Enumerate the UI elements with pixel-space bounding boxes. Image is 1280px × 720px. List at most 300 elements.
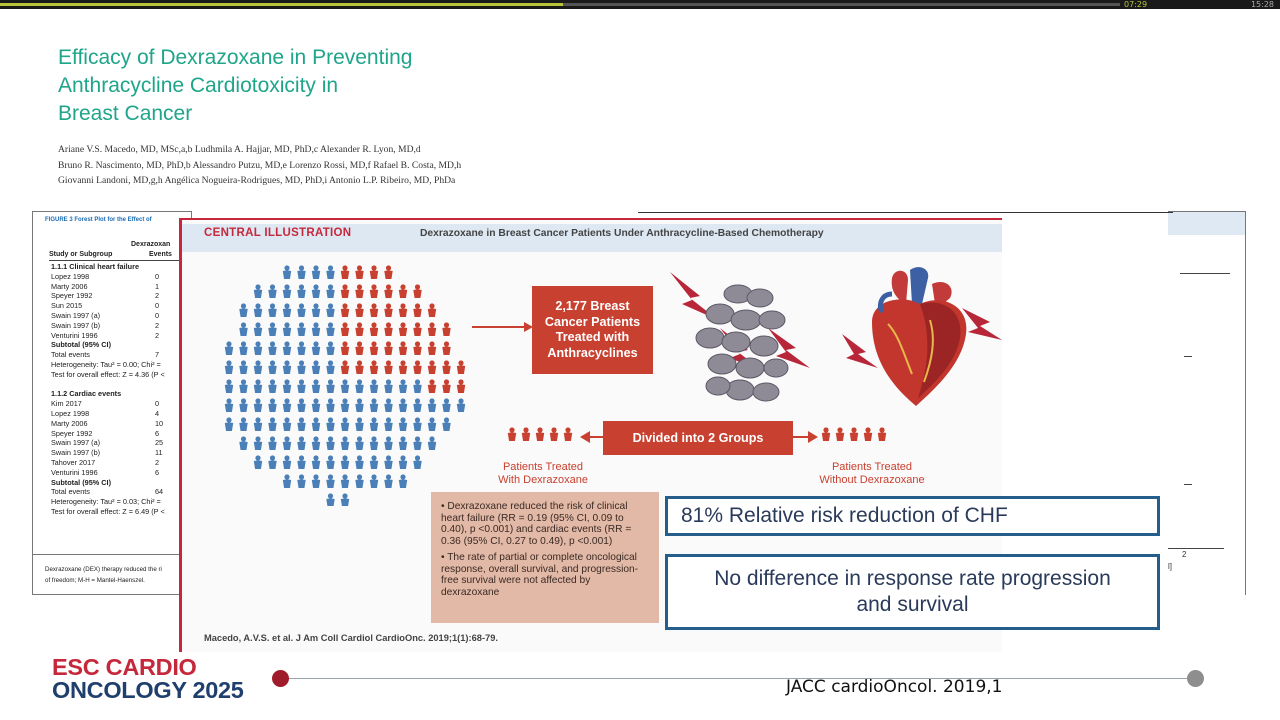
forest-row-study: 1.1.1 Clinical heart failure	[51, 262, 140, 271]
patients-box-line: Anthracyclines	[547, 345, 638, 360]
forest-row-study: Marty 2006	[51, 418, 88, 428]
person-icon	[268, 303, 276, 317]
col-study: Study or Subgroup	[49, 251, 113, 258]
person-icon	[399, 474, 407, 488]
forest-row	[51, 458, 192, 468]
person-icon	[355, 284, 363, 298]
person-icon	[283, 417, 291, 431]
person-icon	[536, 427, 544, 441]
person-icon	[312, 417, 320, 431]
person-icon	[341, 379, 349, 393]
timeline-end-dot	[1187, 670, 1204, 687]
paper-title	[58, 44, 412, 128]
people-icons	[508, 427, 572, 441]
person-icon	[326, 379, 334, 393]
patients-box	[532, 286, 653, 374]
progress-remaining	[563, 3, 1120, 6]
person-icon	[370, 474, 378, 488]
person-icon	[268, 284, 276, 298]
person-icon	[384, 417, 392, 431]
person-icon	[370, 303, 378, 317]
finding-item: • Dexrazoxane reduced the risk of clinical heart failure (RR = 0.19 (95% CI, 0.09 to 0.40), p <0.001) and cardiac events (RR = 0.36 (95% CI, 0.27 to 0.49), p <0.001)	[441, 501, 632, 547]
bracket-text: l]	[1168, 562, 1172, 571]
forest-row-study: Subtotal (95% CI)	[51, 477, 111, 487]
person-icon	[312, 265, 320, 279]
person-icon	[326, 417, 334, 431]
person-icon	[312, 360, 320, 374]
label-line: Without Dexrazoxane	[819, 473, 925, 486]
forest-row-study: Swain 1997 (b)	[51, 320, 101, 330]
person-icon	[399, 341, 407, 355]
forest-row-study: Tahover 2017	[51, 457, 96, 467]
forest-row-study: Kim 2017	[51, 399, 82, 409]
person-icon	[442, 360, 450, 374]
person-icon	[550, 427, 558, 441]
person-icon	[341, 265, 349, 279]
forest-row	[51, 448, 192, 458]
forest-row-study: Marty 2006	[51, 281, 88, 291]
central-illustration-subtitle: Dexrazoxane in Breast Cancer Patients Under Anthracycline-Based Chemotherapy	[420, 228, 824, 239]
forest-row	[51, 272, 192, 282]
person-icon	[341, 322, 349, 336]
slide-reference: JACC cardioOncol. 2019,1	[786, 677, 1003, 697]
person-icon	[326, 265, 334, 279]
no-difference-line: No difference in response rate progression	[714, 567, 1111, 590]
person-icon	[341, 398, 349, 412]
forest-row-study: Sun 2015	[51, 301, 83, 311]
forest-row	[51, 429, 192, 439]
person-icon	[457, 360, 465, 374]
person-icon	[239, 398, 247, 412]
forest-row	[51, 389, 192, 399]
person-icon	[297, 474, 305, 488]
person-icon	[564, 427, 572, 441]
elapsed-time: 07:29	[1124, 0, 1148, 9]
person-icon	[399, 417, 407, 431]
forest-row	[51, 301, 192, 311]
person-icon	[297, 417, 305, 431]
person-icon	[326, 303, 334, 317]
person-icon	[239, 379, 247, 393]
forest-row	[51, 478, 192, 488]
person-icon	[399, 360, 407, 374]
person-icon	[399, 303, 407, 317]
person-icon	[268, 398, 276, 412]
forest-row-events: 6	[155, 428, 160, 438]
forest-separator	[33, 554, 192, 555]
label-without-dexrazoxane	[772, 461, 972, 486]
label-line: With Dexrazoxane	[498, 473, 588, 486]
forest-row-study: 1.1.2 Cardiac events	[51, 389, 122, 399]
person-icon	[283, 379, 291, 393]
person-icon	[850, 427, 858, 441]
forest-row	[51, 331, 192, 341]
forest-row-events: 11	[155, 448, 163, 458]
person-icon	[254, 284, 262, 298]
people-icons	[822, 427, 886, 441]
person-icon	[428, 341, 436, 355]
person-icon	[341, 360, 349, 374]
person-icon	[413, 398, 421, 412]
patient-pie-graphic	[192, 256, 492, 506]
divided-groups-box: Divided into 2 Groups	[603, 421, 793, 455]
person-icon	[312, 322, 320, 336]
person-icon	[283, 284, 291, 298]
person-icon	[370, 341, 378, 355]
right-panel-rule	[1180, 273, 1230, 274]
group-without-people-icons	[818, 424, 898, 452]
findings-box	[431, 492, 659, 623]
forest-row	[51, 507, 192, 517]
forest-row-events: 2	[155, 330, 160, 340]
person-icon	[370, 284, 378, 298]
person-icon	[341, 284, 349, 298]
arrow-right-icon	[792, 430, 818, 444]
illustration-citation: Macedo, A.V.S. et al. J Am Coll Cardiol CardioOnc. 2019;1(1):68-79.	[204, 633, 498, 643]
person-icon	[384, 341, 392, 355]
forest-row-events: 6	[155, 467, 160, 477]
forest-row	[51, 282, 192, 292]
person-icon	[384, 379, 392, 393]
forest-row-study: Heterogeneity: Tau² = 0.00; Chi² =	[51, 359, 161, 369]
person-icon	[254, 398, 262, 412]
person-icon	[254, 417, 262, 431]
author-line: Bruno R. Nascimento, MD, PhD,b Alessandro Putzu, MD,e Lorenzo Rossi, MD,f Rafael B. Costa, MD,h	[58, 159, 462, 171]
forest-row-events: 4	[155, 408, 160, 418]
person-icon	[326, 436, 334, 450]
right-panel-header-band	[1168, 212, 1245, 235]
person-icon	[428, 360, 436, 374]
paper-title-line: Breast Cancer	[58, 102, 193, 125]
person-icon	[341, 417, 349, 431]
forest-row-events: 1	[155, 281, 160, 291]
person-icon	[283, 265, 291, 279]
forest-group-header: Dexrazoxan	[131, 241, 171, 248]
person-icon	[442, 322, 450, 336]
person-icon	[384, 265, 392, 279]
person-icon	[457, 379, 465, 393]
person-icon	[355, 398, 363, 412]
forest-row-study: Swain 1997 (a)	[51, 310, 101, 320]
forest-row	[51, 350, 192, 360]
person-icon	[254, 455, 262, 469]
person-icon	[312, 398, 320, 412]
person-icon	[355, 360, 363, 374]
person-icon	[239, 360, 247, 374]
finding-item: • The rate of partial or complete oncological response, overall survival, and progression-free survival were not affected by dexrazoxane	[441, 552, 639, 598]
slide-timeline-track	[281, 678, 1197, 679]
person-icon	[428, 417, 436, 431]
patients-box-line: 2,177 Breast	[555, 299, 630, 313]
person-icon	[341, 436, 349, 450]
person-icon	[297, 379, 305, 393]
forest-plot-panel	[32, 211, 192, 595]
person-icon	[399, 379, 407, 393]
paper-title-line: Anthracycline Cardiotoxicity in	[58, 74, 339, 97]
person-icon	[413, 322, 421, 336]
person-icon	[413, 417, 421, 431]
person-icon	[399, 436, 407, 450]
person-icon	[384, 436, 392, 450]
right-panel-rule	[1184, 356, 1192, 357]
person-icon	[428, 398, 436, 412]
no-difference-highlight-box	[665, 554, 1160, 630]
person-icon	[370, 455, 378, 469]
forest-row-study: Swain 1997 (b)	[51, 448, 101, 458]
person-icon	[312, 341, 320, 355]
person-icon	[297, 284, 305, 298]
forest-row-events: 7	[155, 350, 160, 360]
right-slide-panel	[1168, 211, 1246, 595]
person-icon	[522, 427, 530, 441]
forest-row-study: Subtotal (95% CI)	[51, 340, 111, 350]
person-icon	[254, 341, 262, 355]
forest-row-study: Venturini 1996	[51, 330, 98, 340]
author-line: Giovanni Landoni, MD,g,h Angélica Nogueira-Rodrigues, MD, PhD,i Antonio L.P. Ribeiro, MD, PhDa	[58, 175, 456, 186]
person-icon	[283, 360, 291, 374]
logo-line: ONCOLOGY 2025	[52, 677, 244, 703]
person-icon	[268, 322, 276, 336]
forest-row	[51, 262, 192, 272]
person-icon	[384, 398, 392, 412]
forest-row-study: Test for overall effect: Z = 4.36 (P <	[51, 369, 165, 379]
central-top-rule	[638, 212, 1173, 213]
person-icon	[297, 398, 305, 412]
person-icon	[283, 341, 291, 355]
col-events: Events	[149, 251, 172, 258]
person-icon	[413, 303, 421, 317]
person-icon	[239, 322, 247, 336]
cancer-cells-icon	[660, 268, 810, 418]
person-icon	[370, 360, 378, 374]
person-icon	[326, 341, 334, 355]
patients-box-line: Cancer Patients	[544, 314, 641, 329]
person-icon	[399, 322, 407, 336]
person-icon	[384, 474, 392, 488]
forest-row	[51, 380, 192, 390]
forest-row	[51, 399, 192, 409]
forest-footnote	[45, 564, 162, 586]
person-icon	[268, 341, 276, 355]
forest-row-study: Venturini 1996	[51, 467, 98, 477]
person-icon	[268, 360, 276, 374]
timeline-start-dot	[272, 670, 289, 687]
person-icon	[297, 303, 305, 317]
person-icon	[355, 455, 363, 469]
person-icon	[225, 379, 233, 393]
person-icon	[836, 427, 844, 441]
people-icons	[225, 265, 465, 506]
forest-footnote-line: of freedom; M-H = Mantel-Haenszel.	[45, 577, 145, 584]
esc-cardio-oncology-logo	[52, 656, 244, 702]
person-icon	[822, 427, 830, 441]
forest-column-headers	[49, 251, 172, 258]
person-icon	[399, 455, 407, 469]
person-icon	[312, 474, 320, 488]
forest-row-study: Test for overall effect: Z = 6.49 (P <	[51, 506, 165, 516]
person-icon	[312, 303, 320, 317]
person-icon	[297, 265, 305, 279]
person-icon	[341, 493, 349, 506]
person-icon	[326, 322, 334, 336]
forest-row-study: Heterogeneity: Tau² = 0.03; Chi² =	[51, 497, 161, 507]
forest-row-study: Lopez 1998	[51, 408, 90, 418]
person-icon	[413, 284, 421, 298]
label-with-dexrazoxane	[448, 461, 638, 486]
forest-row-events: 64	[155, 487, 164, 497]
author-line: Ariane V.S. Macedo, MD, MSc,a,b Ludhmila A. Hajjar, MD, PhD,c Alexander R. Lyon, MD,d	[58, 144, 421, 155]
person-icon	[341, 474, 349, 488]
author-list	[58, 142, 461, 189]
person-icon	[413, 379, 421, 393]
total-time: 15:28	[1250, 0, 1274, 9]
right-panel-rule	[1184, 484, 1192, 485]
video-progress-bar[interactable]	[0, 0, 1280, 9]
person-icon	[268, 436, 276, 450]
no-difference-line: and survival	[856, 593, 969, 616]
person-icon	[428, 322, 436, 336]
person-icon	[239, 303, 247, 317]
person-icon	[370, 322, 378, 336]
forest-row	[51, 321, 192, 331]
forest-row	[51, 409, 192, 419]
person-icon	[370, 265, 378, 279]
person-icon	[355, 303, 363, 317]
forest-row	[51, 370, 192, 380]
forest-row	[51, 438, 192, 448]
person-icon	[355, 474, 363, 488]
forest-row	[51, 468, 192, 478]
forest-row-study: Speyer 1992	[51, 291, 93, 301]
person-icon	[428, 379, 436, 393]
person-icon	[384, 303, 392, 317]
person-icon	[355, 265, 363, 279]
person-icon	[326, 360, 334, 374]
forest-row-events: 10	[155, 418, 164, 428]
person-icon	[399, 284, 407, 298]
forest-row	[51, 497, 192, 507]
forest-row	[51, 311, 192, 321]
person-icon	[370, 417, 378, 431]
person-icon	[355, 341, 363, 355]
forest-row-study: Total events	[51, 487, 90, 497]
person-icon	[864, 427, 872, 441]
person-icon	[878, 427, 886, 441]
person-icon	[384, 455, 392, 469]
person-icon	[341, 455, 349, 469]
person-icon	[384, 322, 392, 336]
forest-row-study: Lopez 1998	[51, 271, 90, 281]
person-icon	[283, 436, 291, 450]
person-icon	[413, 341, 421, 355]
person-icon	[508, 427, 516, 441]
forest-row-study: Speyer 1992	[51, 428, 93, 438]
right-panel-rule	[1168, 548, 1224, 549]
person-icon	[283, 455, 291, 469]
person-icon	[254, 436, 262, 450]
person-icon	[268, 417, 276, 431]
person-icon	[268, 455, 276, 469]
rrr-text: 81% Relative risk reduction of CHF	[681, 504, 1008, 527]
person-icon	[312, 379, 320, 393]
forest-row-events: 0	[155, 310, 160, 320]
forest-row	[51, 487, 192, 497]
person-icon	[297, 322, 305, 336]
forest-row-events: 2	[155, 291, 160, 301]
person-icon	[225, 417, 233, 431]
person-icon	[225, 360, 233, 374]
person-icon	[254, 322, 262, 336]
person-icon	[254, 360, 262, 374]
person-icon	[239, 436, 247, 450]
forest-footnote-line: Dexrazoxane (DEX) therapy reduced the ri	[45, 566, 162, 573]
arrow-right-icon	[472, 320, 534, 334]
person-icon	[355, 322, 363, 336]
person-icon	[326, 398, 334, 412]
person-icon	[326, 455, 334, 469]
forest-header-rule	[49, 260, 189, 261]
person-icon	[326, 284, 334, 298]
person-icon	[326, 493, 334, 506]
person-icon	[283, 474, 291, 488]
person-icon	[297, 341, 305, 355]
person-icon	[442, 417, 450, 431]
forest-row-events: 2	[155, 457, 160, 467]
person-icon	[312, 284, 320, 298]
person-icon	[442, 379, 450, 393]
person-icon	[399, 398, 407, 412]
label-line: Patients Treated	[502, 461, 584, 473]
forest-row	[51, 291, 192, 301]
person-icon	[428, 436, 436, 450]
forest-row	[51, 360, 192, 370]
paper-title-line: Efficacy of Dexrazoxane in Preventing	[58, 46, 413, 69]
forest-row-events: 25	[155, 438, 164, 448]
person-icon	[254, 303, 262, 317]
forest-rows	[51, 262, 192, 517]
person-icon	[384, 360, 392, 374]
person-icon	[225, 341, 233, 355]
forest-row-events: 0	[155, 301, 160, 311]
progress-played	[0, 3, 563, 6]
person-icon	[370, 398, 378, 412]
person-icon	[312, 455, 320, 469]
person-icon	[355, 436, 363, 450]
person-icon	[355, 417, 363, 431]
person-icon	[326, 474, 334, 488]
forest-row-study: Total events	[51, 350, 90, 360]
axis-tick: 2	[1182, 550, 1187, 559]
person-icon	[297, 436, 305, 450]
forest-plot-title: FIGURE 3 Forest Plot for the Effect of	[45, 217, 152, 223]
heart-icon	[832, 264, 1002, 414]
person-icon	[341, 303, 349, 317]
person-icon	[355, 379, 363, 393]
person-icon	[239, 417, 247, 431]
forest-row-events: 0	[155, 271, 160, 281]
logo-line: ESC CARDIO	[52, 654, 197, 680]
forest-row-events: 2	[155, 320, 160, 330]
forest-row	[51, 419, 192, 429]
rrr-highlight-box	[665, 496, 1160, 536]
label-line: Patients Treated	[831, 461, 913, 473]
person-icon	[413, 360, 421, 374]
person-icon	[341, 341, 349, 355]
person-icon	[283, 322, 291, 336]
person-icon	[283, 398, 291, 412]
person-icon	[442, 341, 450, 355]
person-icon	[428, 303, 436, 317]
